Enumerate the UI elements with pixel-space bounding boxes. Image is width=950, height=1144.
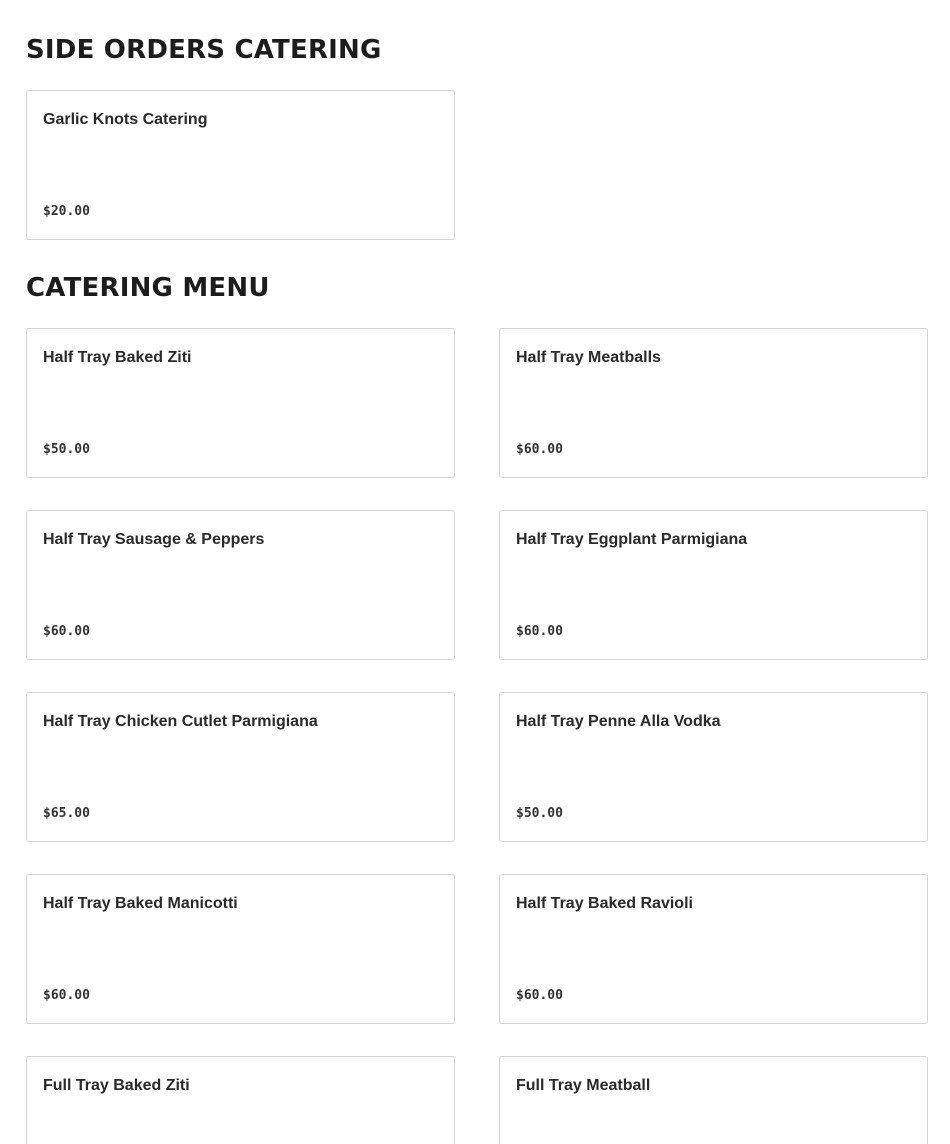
- menu-item-card[interactable]: [26, 90, 455, 240]
- menu-item-name: Half Tray Meatballs: [516, 349, 661, 366]
- menu-item-price: $60.00: [516, 624, 563, 639]
- menu-item-name: Half Tray Penne Alla Vodka: [516, 713, 721, 730]
- menu-item-name: Half Tray Eggplant Parmigiana: [516, 531, 748, 548]
- menu-item-card[interactable]: [499, 874, 928, 1024]
- menu-item-card[interactable]: [26, 328, 455, 478]
- menu-item-name: Half Tray Baked Manicotti: [43, 895, 238, 912]
- menu-item-price: $60.00: [516, 442, 563, 457]
- section-title-catering-menu: CATERING MENU: [26, 273, 270, 303]
- menu-item-card[interactable]: [499, 1056, 928, 1144]
- menu-item-price: $20.00: [43, 204, 90, 219]
- menu-item-card[interactable]: [26, 510, 455, 660]
- menu-item-card[interactable]: [26, 692, 455, 842]
- menu-item-name: Garlic Knots Catering: [43, 111, 208, 128]
- menu-item-price: $50.00: [43, 442, 90, 457]
- menu-item-name: Half Tray Baked Ziti: [43, 349, 192, 366]
- menu-item-name: Half Tray Sausage & Peppers: [43, 531, 265, 548]
- menu-item-price: $60.00: [43, 988, 90, 1003]
- menu-item-price: $65.00: [43, 806, 90, 821]
- menu-item-card[interactable]: [499, 328, 928, 478]
- menu-item-price: $60.00: [43, 624, 90, 639]
- menu-item-name: Half Tray Baked Ravioli: [516, 895, 693, 912]
- menu-item-card[interactable]: [499, 510, 928, 660]
- menu-item-card[interactable]: [26, 1056, 455, 1144]
- menu-item-name: Half Tray Chicken Cutlet Parmigiana: [43, 713, 318, 730]
- menu-item-price: $50.00: [516, 806, 563, 821]
- section-title-side-orders-catering: SIDE ORDERS CATERING: [26, 35, 382, 65]
- menu-item-name: Full Tray Meatball: [516, 1077, 651, 1094]
- menu-item-price: $60.00: [516, 988, 563, 1003]
- menu-item-name: Full Tray Baked Ziti: [43, 1077, 190, 1094]
- menu-item-card[interactable]: [499, 692, 928, 842]
- menu-item-card[interactable]: [26, 874, 455, 1024]
